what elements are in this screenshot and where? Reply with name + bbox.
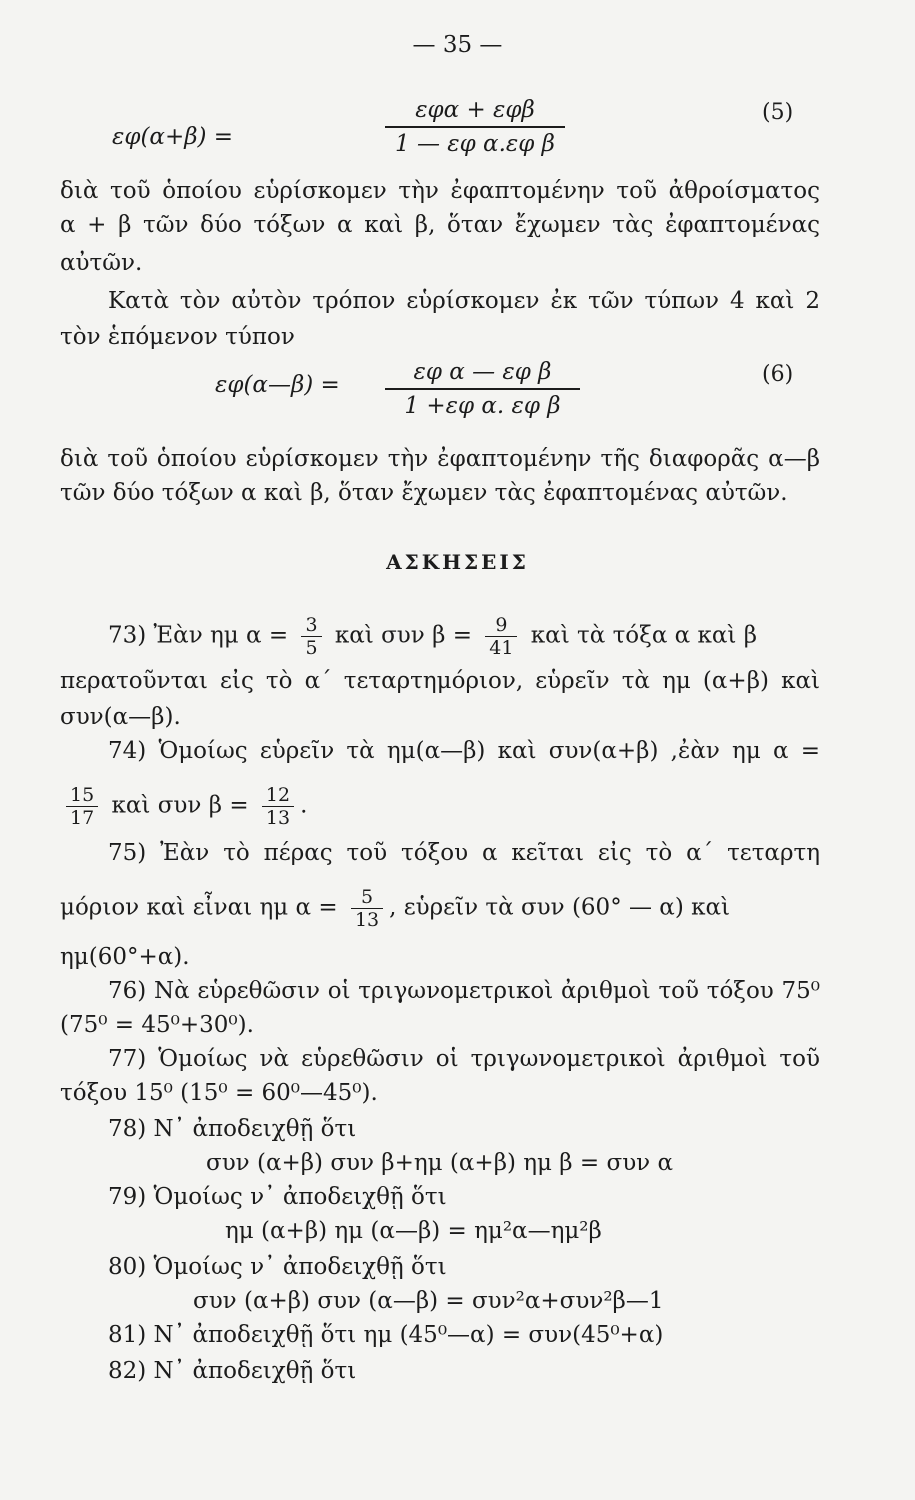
page-number: — 35 — [412, 32, 503, 58]
text-span: μόριον καὶ εἶναι ημ α = [60, 894, 338, 921]
fraction [262, 784, 294, 829]
exercise-73-line2: περατοῦνται εἰς τὸ α΄ τεταρτημόριον, εὑρεῖν τὰ ημ (α+β) καὶ [60, 668, 820, 694]
exercise-76-line2: (75⁰ = 45⁰+30⁰). [60, 1012, 254, 1038]
numerator: 5 [361, 886, 374, 908]
eq6-numerator: εφ α — εφ β [413, 359, 552, 385]
eq5-number: (5) [762, 100, 794, 125]
exercise-80-label: 80) Ὁμοίως ν᾽ ἀποδειχθῇ ὅτι [108, 1254, 447, 1280]
numerator: 12 [265, 784, 291, 806]
exercise-77-line1: 77) Ὁμοίως νὰ εὑρεθῶσιν οἱ τριγωνομετρικοὶ ἀριθμοὶ τοῦ [108, 1046, 820, 1072]
numerator: 15 [70, 784, 95, 806]
exercise-75-line3: ημ(60°+α). [60, 944, 190, 970]
eq5-lhs: εφ(α+β) = [112, 124, 234, 150]
eq5-fraction [385, 94, 565, 160]
exercise-82: 82) Ν᾽ ἀποδειχθῇ ὅτι [108, 1358, 357, 1384]
fraction [301, 614, 321, 659]
exercise-76-line1: 76) Νὰ εὑρεθῶσιν οἱ τριγωνομετρικοὶ ἀριθμοὶ τοῦ τόξου 75⁰ [108, 978, 820, 1004]
text-line: τῶν δύο τόξων α καὶ β, ὅταν ἔχωμεν τὰς ἐφαπτομένας αὐτῶν. [60, 480, 788, 506]
section-heading: ΑΣΚΗΣΕΙΣ [386, 550, 529, 574]
text-span: . [300, 792, 308, 819]
exercise-79-formula: ημ (α+β) ημ (α—β) = ημ²α—ημ²β [225, 1218, 602, 1244]
exercise-81: 81) Ν᾽ ἀποδειχθῇ ὅτι ημ (45⁰—α) = συν(45⁰+α) [108, 1322, 664, 1348]
text-span: 73) Ἐὰν ημ α = [108, 622, 289, 649]
denominator: 5 [301, 636, 321, 659]
text-span: καὶ συν β = [111, 792, 249, 819]
exercise-77-line2: τόξου 15⁰ (15⁰ = 60⁰—45⁰). [60, 1080, 378, 1106]
denominator: 13 [262, 806, 294, 829]
exercise-74-line1: 74) Ὁμοίως εὑρεῖν τὰ ημ(α—β) καὶ συν(α+β) ,ἐὰν ημ α = [108, 738, 820, 764]
numerator: 3 [305, 614, 318, 636]
denominator: 41 [485, 636, 517, 659]
exercise-75-line2 [60, 886, 730, 931]
eq6-fraction [385, 356, 580, 422]
text-span: καὶ συν β = [334, 622, 472, 649]
eq5-numerator: εφα + εφβ [415, 97, 535, 123]
text-line: διὰ τοῦ ὁποίου εὑρίσκομεν τὴν ἐφαπτομένην τοῦ ἀθροίσματος [60, 178, 820, 204]
text-span: καὶ τὰ τόξα α καὶ β [530, 622, 758, 649]
eq6-denominator: 1 +εφ α. εφ β [404, 393, 561, 419]
exercise-78-formula: συν (α+β) συν β+ημ (α+β) ημ β = συν α [206, 1150, 674, 1176]
numerator: 9 [495, 614, 508, 636]
denominator: 17 [66, 806, 98, 829]
denominator: 13 [351, 908, 383, 931]
fraction [351, 886, 383, 931]
eq6-lhs: εφ(α—β) = [215, 372, 340, 398]
fraction [485, 614, 517, 659]
text-line: Κατὰ τὸν αὐτὸν τρόπον εὑρίσκομεν ἐκ τῶν τύπων 4 καὶ 2 [108, 288, 820, 314]
fraction [66, 784, 98, 829]
exercise-80-formula: συν (α+β) συν (α—β) = συν²α+συν²β—1 [193, 1288, 664, 1314]
eq6-number: (6) [762, 362, 794, 387]
exercise-75-line1: 75) Ἐὰν τὸ πέρας τοῦ τόξου α κεῖται εἰς τὸ α΄ τεταρτη [108, 840, 820, 866]
exercise-78-label: 78) Ν᾽ ἀποδειχθῇ ὅτι [108, 1116, 357, 1142]
exercise-74-line2 [60, 784, 307, 829]
text-span: , εὑρεῖν τὰ συν (60° — α) καὶ [389, 894, 731, 921]
text-line: α + β τῶν δύο τόξων α καὶ β, ὅταν ἔχωμεν τὰς ἐφαπτομένας [60, 212, 820, 238]
exercise-73-line1 [108, 614, 757, 659]
eq5-denominator: 1 — εφ α.εφ β [395, 131, 555, 157]
text-line: τὸν ἑπόμενον τύπον [60, 324, 295, 350]
text-line: διὰ τοῦ ὁποίου εὑρίσκομεν τὴν ἐφαπτομένην τῆς διαφορᾶς α—β [60, 446, 820, 472]
exercise-73-line3: συν(α—β). [60, 704, 181, 730]
exercise-79-label: 79) Ὁμοίως ν᾽ ἀποδειχθῇ ὅτι [108, 1184, 447, 1210]
text-line: αὐτῶν. [60, 250, 143, 276]
